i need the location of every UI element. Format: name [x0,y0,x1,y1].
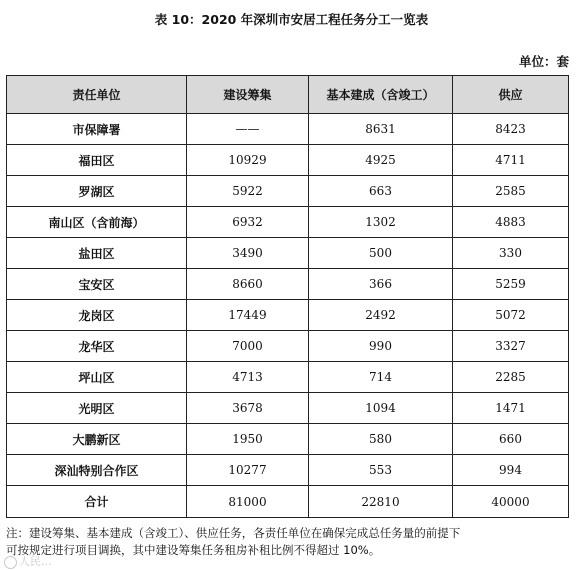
cell-unit: 龙华区 [7,331,187,362]
header-completed: 基本建成（含竣工） [309,76,453,114]
cell-build: 3678 [187,393,309,424]
cell-completed: 580 [309,424,453,455]
cell-build: 5922 [187,176,309,207]
cell-unit: 福田区 [7,145,187,176]
table-row [7,269,569,300]
cell-completed: 500 [309,238,453,269]
table-row [7,176,569,207]
cell-supply: 3327 [453,331,569,362]
cell-supply: 4711 [453,145,569,176]
note-line-1: 注：建设筹集、基本建成（含竣工）、供应任务，各责任单位在确保完成总任务量的前提下 [6,526,461,540]
cell-supply: 8423 [453,114,569,145]
cell-unit: 罗湖区 [7,176,187,207]
cell-completed: 663 [309,176,453,207]
cell-build: 1950 [187,424,309,455]
cell-completed: 714 [309,362,453,393]
cell-unit: 合计 [7,486,187,518]
cell-completed: 553 [309,455,453,486]
cell-unit: 盐田区 [7,238,187,269]
cell-unit: 南山区（含前海） [7,207,187,238]
unit-label: 单位：套 [518,54,569,69]
table-header-row [7,76,569,114]
cell-supply: 660 [453,424,569,455]
cell-unit: 大鹏新区 [7,424,187,455]
cell-completed: 8631 [309,114,453,145]
cell-completed: 1094 [309,393,453,424]
table-row [7,300,569,331]
cell-supply: 4883 [453,207,569,238]
header-build: 建设筹集 [187,76,309,114]
table-row [7,393,569,424]
cell-supply: 5259 [453,269,569,300]
cell-completed: 4925 [309,145,453,176]
table-row [7,455,569,486]
cell-build: 3490 [187,238,309,269]
table-row [7,424,569,455]
table-row [7,145,569,176]
cell-build: 10929 [187,145,309,176]
watermark-logo-icon [4,556,17,569]
cell-completed: 990 [309,331,453,362]
cell-build: 17449 [187,300,309,331]
note-line-2: 可按规定进行项目调换，其中建设筹集任务租房补租比例不得超过 10%。 [6,543,381,557]
cell-build: 6932 [187,207,309,238]
cell-supply: 5072 [453,300,569,331]
cell-completed: 22810 [309,486,453,518]
cell-build: 10277 [187,455,309,486]
cell-unit: 龙岗区 [7,300,187,331]
cell-unit: 深汕特别合作区 [7,455,187,486]
cell-unit: 光明区 [7,393,187,424]
watermark-text: 人民... [19,555,52,568]
table-row [7,362,569,393]
cell-unit: 市保障署 [7,114,187,145]
cell-build: 8660 [187,269,309,300]
cell-completed: 2492 [309,300,453,331]
cell-unit: 宝安区 [7,269,187,300]
cell-supply: 994 [453,455,569,486]
table-total-row [7,486,569,518]
table-row [7,238,569,269]
table-title: 表 10：2020 年深圳市安居工程任务分工一览表 [154,12,429,27]
table-row [7,114,569,145]
task-table [6,75,569,518]
header-supply: 供应 [453,76,569,114]
cell-build: 7000 [187,331,309,362]
cell-completed: 1302 [309,207,453,238]
cell-supply: 2285 [453,362,569,393]
cell-completed: 366 [309,269,453,300]
watermark [4,553,52,569]
cell-supply: 330 [453,238,569,269]
cell-supply: 2585 [453,176,569,207]
table-row [7,207,569,238]
table-note [6,525,576,559]
cell-supply: 40000 [453,486,569,518]
cell-build: —— [187,114,309,145]
header-unit: 责任单位 [7,76,187,114]
cell-unit: 坪山区 [7,362,187,393]
cell-supply: 1471 [453,393,569,424]
cell-build: 4713 [187,362,309,393]
cell-build: 81000 [187,486,309,518]
table-row [7,331,569,362]
